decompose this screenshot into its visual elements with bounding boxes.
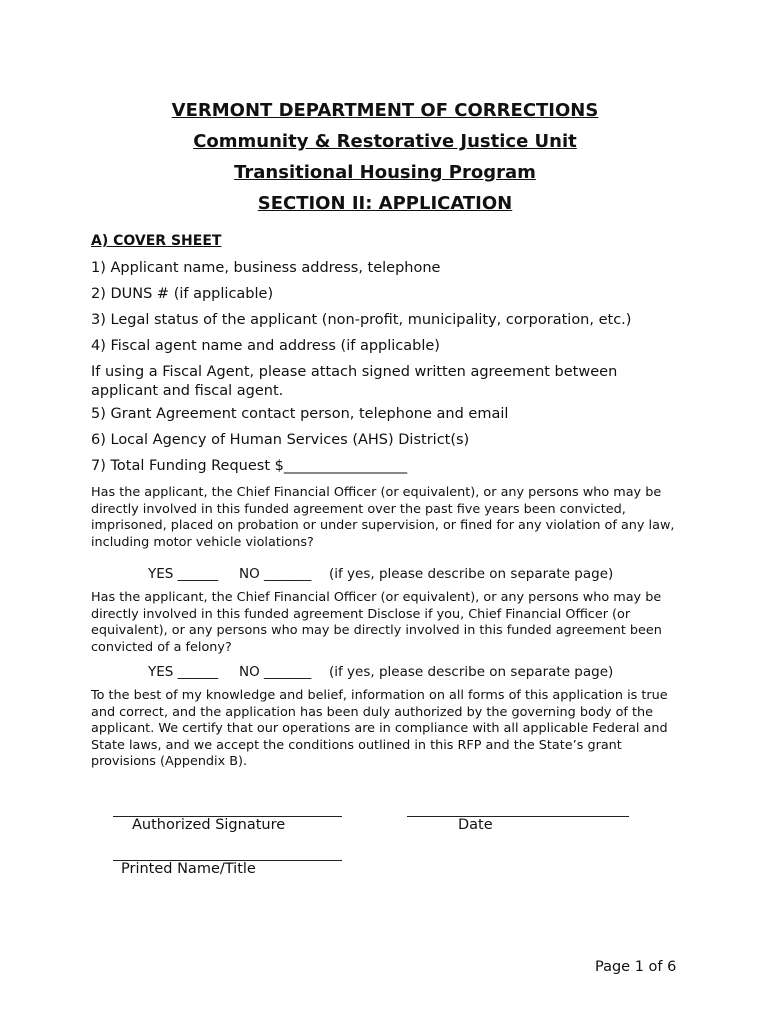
yes-field: YES ______ — [148, 664, 219, 680]
cover-item: 5) Grant Agreement contact person, telephone and email — [91, 406, 509, 422]
question-text: Has the applicant, the Chief Financial Officer (or equivalent), or any persons who may be directly involved in this funded agreement over the past five years been convicted, imprisoned, placed on probation or under supervision, or fined for any violation of any law, including motor vehicle violations? — [91, 485, 675, 550]
certification-statement: To the best of my knowledge and belief, information on all forms of this application is true and correct, and the application has been duly authorized by the governing body of the applicant. We certify that our operations are in compliance with all applicable Federal and State laws, and we accept the conditions outlined in this RFP and the State’s grant provisions (Appendix B). — [91, 688, 668, 769]
section-title: SECTION II: APPLICATION — [257, 193, 513, 214]
no-field: NO _______ — [239, 566, 312, 582]
yes-field: YES ______ — [148, 566, 219, 582]
cover-item: 4) Fiscal agent name and address (if applicable) — [91, 338, 440, 354]
cover-item: 2) DUNS # (if applicable) — [91, 286, 274, 302]
date-line — [407, 816, 629, 817]
authorized-signature-label: Authorized Signature — [132, 817, 286, 833]
no-field: NO _______ — [239, 664, 312, 680]
funding-request-item: 7) Total Funding Request $_________________ — [91, 458, 408, 474]
program-title: Transitional Housing Program — [234, 162, 536, 183]
page-number: Page 1 of 6 — [595, 959, 677, 975]
cover-sheet-heading: A) COVER SHEET — [91, 233, 222, 249]
fiscal-agent-note: If using a Fiscal Agent, please attach signed written agreement between applicant and fiscal agent. — [91, 364, 618, 399]
agency-title: VERMONT DEPARTMENT OF CORRECTIONS — [171, 100, 599, 121]
describe-note: (if yes, please describe on separate page) — [329, 566, 614, 582]
cover-item: 3) Legal status of the applicant (non-profit, municipality, corporation, etc.) — [91, 312, 632, 328]
cover-item: 6) Local Agency of Human Services (AHS) District(s) — [91, 432, 470, 448]
printed-name-label: Printed Name/Title — [121, 861, 256, 877]
cover-item: 1) Applicant name, business address, telephone — [91, 260, 441, 276]
unit-title: Community & Restorative Justice Unit — [193, 131, 577, 152]
question-text: Has the applicant, the Chief Financial Officer (or equivalent), or any persons who may be directly involved in this funded agreement Disclose if you, Chief Financial Officer (or equivalent), or any persons who may be directly involved in this funded agreement been convicted of a felony? — [91, 590, 662, 655]
date-label: Date — [458, 817, 493, 833]
describe-note: (if yes, please describe on separate page) — [329, 664, 614, 680]
